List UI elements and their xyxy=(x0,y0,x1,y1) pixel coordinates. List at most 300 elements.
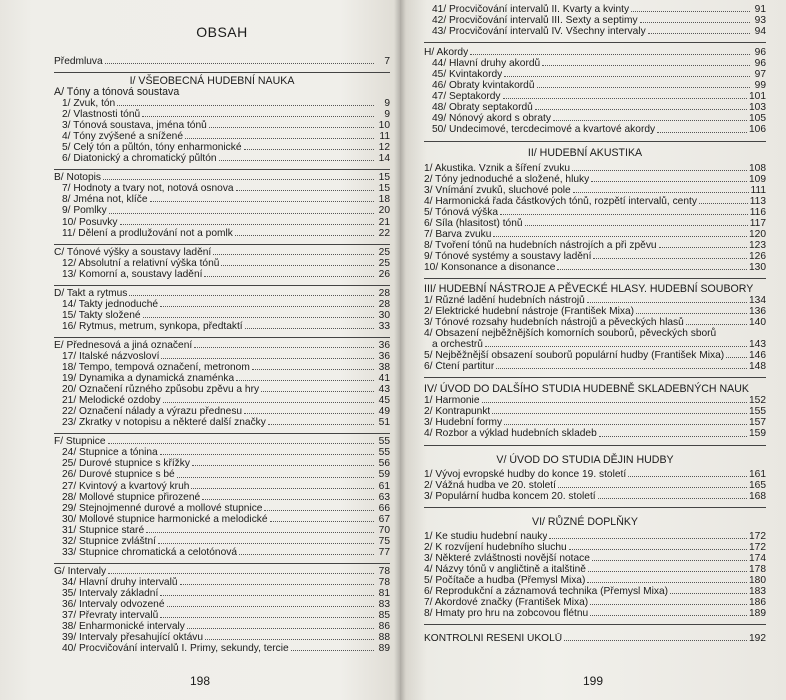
entry-title: 5/ Nejběžnější obsazení souborů populární hudby (František Mixa) xyxy=(424,350,725,362)
toc-entry xyxy=(54,395,390,406)
toc-entry xyxy=(424,262,766,273)
entry-title: 32/ Stupnice zvláštní xyxy=(62,535,157,547)
entry-page: 88 xyxy=(378,632,390,644)
toc-entry xyxy=(54,492,390,503)
left-toc xyxy=(54,56,390,654)
toc-entry xyxy=(424,207,766,218)
entry-page: 117 xyxy=(749,217,766,229)
entry-page: 36 xyxy=(378,339,390,351)
toc-entry xyxy=(54,183,390,194)
entry-title: Předmluva xyxy=(54,56,103,67)
entry-title: 2/ Kontrapunkt xyxy=(424,406,491,418)
entry-title: 34/ Hlavní druhy intervalů xyxy=(62,576,178,588)
section-rule xyxy=(424,42,766,43)
toc-entry xyxy=(54,362,390,373)
entry-title: 19/ Dynamika a dynamická znaménka xyxy=(62,373,235,385)
entry-page: 14 xyxy=(378,153,390,165)
dot-leader xyxy=(726,357,747,358)
entry-title: 1/ Harmonie xyxy=(424,395,480,407)
dot-leader xyxy=(542,65,750,66)
entry-page: 105 xyxy=(749,113,766,125)
entry-title: 39/ Intervaly přesahující oktávu xyxy=(62,632,204,644)
entry-title: B/ Notopis xyxy=(54,172,101,184)
entry-title: a orchestrů xyxy=(432,339,483,351)
toc-entry xyxy=(424,586,766,597)
toc-preface xyxy=(54,56,390,67)
entry-page: 55 xyxy=(378,447,390,459)
entry-page: 178 xyxy=(749,563,766,575)
entry-title: 6/ Reprodukční a záznamová technika (Přemysl Mixa) xyxy=(424,585,669,597)
entry-title: 5/ Tónová výška xyxy=(424,206,498,218)
entry-title: 24/ Stupnice a tónina xyxy=(62,447,158,459)
entry-page: 116 xyxy=(749,206,766,218)
dot-leader xyxy=(244,413,374,414)
entry-page: 49 xyxy=(378,406,390,418)
entry-page: 189 xyxy=(749,607,766,619)
toc-entry xyxy=(54,98,390,109)
toc-entry xyxy=(54,417,390,428)
entry-page: 165 xyxy=(749,479,766,491)
entry-page: 186 xyxy=(749,596,766,608)
toc-entry xyxy=(424,240,766,251)
entry-page: 81 xyxy=(378,587,390,599)
entry-title: 13/ Komorní a, soustavy ladění xyxy=(62,268,203,280)
dot-leader xyxy=(591,181,747,182)
entry-title: 28/ Mollové stupnice přirozené xyxy=(62,491,201,503)
toc-entry xyxy=(54,384,390,395)
entry-title: G/ Intervaly xyxy=(54,565,107,577)
entry-page: 123 xyxy=(749,239,766,251)
dot-leader xyxy=(587,302,747,303)
right-toc xyxy=(424,4,766,644)
toc-entry xyxy=(54,310,390,321)
dot-leader xyxy=(504,76,750,77)
entry-title: 1/ Ke studiu hudební nauky xyxy=(424,530,548,542)
entry-title: 31/ Stupnice staré xyxy=(62,524,145,536)
dot-leader xyxy=(599,436,747,437)
section-rule xyxy=(54,72,390,73)
entry-page: 38 xyxy=(378,362,390,374)
dot-leader xyxy=(500,214,748,215)
entry-title: 14/ Takty jednoduché xyxy=(62,298,159,310)
dot-leader xyxy=(525,225,748,226)
toc-entry xyxy=(54,153,390,164)
entry-title: 2/ Vlastnosti tónů xyxy=(62,109,141,121)
section-rule xyxy=(54,433,390,434)
entry-page: 11 xyxy=(379,131,390,143)
entry-page: 7 xyxy=(384,56,390,67)
toc-entry xyxy=(424,350,766,361)
toc-entry xyxy=(424,229,766,240)
entry-title: 7/ Barva zvuku xyxy=(424,228,492,240)
dot-leader xyxy=(291,650,374,651)
entry-title: 7/ Hodnoty a tvary not, notová osnova xyxy=(62,183,234,195)
entry-page: 180 xyxy=(749,574,766,586)
entry-title: C/ Tónové výšky a soustavy ladění xyxy=(54,246,212,258)
toc-entry xyxy=(424,491,766,502)
dot-leader xyxy=(699,203,748,204)
entry-title: 1/ Různé ladění hudebních nástrojů xyxy=(424,294,585,306)
group-head xyxy=(54,247,390,258)
entry-page: 106 xyxy=(749,124,766,136)
section-title: I/ VŠEOBECNÁ HUDEBNÍ NAUKA xyxy=(129,75,295,88)
toc-entry xyxy=(54,588,390,599)
entry-title: 2/ Vážná hudba ve 20. století xyxy=(424,479,556,491)
dot-leader xyxy=(194,347,374,348)
dot-leader xyxy=(244,149,374,150)
entry-title: 12/ Absolutní a relativní výška tónů xyxy=(62,257,220,269)
entry-title: 49/ Nónový akord s obraty xyxy=(432,113,551,125)
toc-entry xyxy=(54,536,390,547)
section-rule xyxy=(54,285,390,286)
toc-entry xyxy=(54,643,390,654)
entry-page: 120 xyxy=(749,228,766,240)
dot-leader xyxy=(482,402,748,403)
entry-title: 10/ Konsonance a disonance xyxy=(424,261,556,273)
dot-leader xyxy=(503,98,747,99)
dot-leader xyxy=(120,224,375,225)
dot-leader xyxy=(470,54,750,55)
section-title: III/ HUDEBNÍ NÁSTROJE A PĚVECKÉ HLASY. HUDEBNÍ SOUBORY xyxy=(424,282,754,295)
toc-entry xyxy=(54,632,390,643)
entry-title: 7/ Akordové značky (František Mixa) xyxy=(424,596,589,608)
dot-leader xyxy=(590,615,747,616)
entry-title: 1/ Akustika. Vznik a šíření zvuku xyxy=(424,162,571,174)
entry-page: 85 xyxy=(378,610,390,622)
entry-page: 10 xyxy=(378,120,390,132)
toc-entry xyxy=(424,15,766,26)
dot-leader xyxy=(105,63,374,64)
dot-leader xyxy=(592,560,747,561)
entry-page: 136 xyxy=(749,306,766,318)
entry-page: 51 xyxy=(378,417,390,429)
toc-entry xyxy=(54,525,390,536)
entry-page: 66 xyxy=(378,502,390,514)
entry-page: 78 xyxy=(378,565,390,577)
toc-entry xyxy=(54,406,390,417)
entry-title: 11/ Dělení a prodlužování not a pomlk xyxy=(62,227,233,239)
dot-leader xyxy=(268,424,374,425)
entry-page: 101 xyxy=(749,91,766,103)
toc-entry xyxy=(424,124,766,135)
entry-title: 3/ Některé zvláštnosti novější notace xyxy=(424,552,590,564)
toc-entry xyxy=(424,4,766,15)
entry-page: 97 xyxy=(754,69,766,81)
dot-leader xyxy=(185,138,374,139)
dot-leader xyxy=(245,328,374,329)
entry-title: 42/ Procvičování intervalů III. Sexty a septimy xyxy=(432,15,638,27)
dot-leader xyxy=(213,254,374,255)
entry-page: 93 xyxy=(754,15,766,27)
entry-page: 26 xyxy=(378,268,390,280)
entry-title: 8/ Jména not, klíče xyxy=(62,194,148,206)
dot-leader xyxy=(160,595,374,596)
dot-leader xyxy=(160,617,374,618)
dot-leader xyxy=(161,358,374,359)
entry-page: 63 xyxy=(378,491,390,503)
entry-title: 3/ Hudební formy xyxy=(424,417,503,429)
entry-title: 30/ Mollové stupnice harmonické a melodické xyxy=(62,513,268,525)
dot-leader xyxy=(598,498,747,499)
toc-entry xyxy=(424,361,766,372)
dot-leader xyxy=(177,477,374,478)
toc-entry xyxy=(424,218,766,229)
dot-leader xyxy=(160,306,374,307)
entry-page: 56 xyxy=(378,458,390,470)
entry-title: 4/ Harmonická řada částkových tónů, rozpětí intervalů, centy xyxy=(424,195,697,207)
toc-entry xyxy=(54,621,390,632)
toc-entry xyxy=(424,480,766,491)
group-head xyxy=(54,436,390,447)
section-rule xyxy=(424,624,766,625)
entry-page: 18 xyxy=(378,194,390,206)
toc-entry xyxy=(54,373,390,384)
entry-page: 94 xyxy=(754,26,766,38)
entry-page: 108 xyxy=(749,162,766,174)
entry-title: 41/ Procvičování intervalů II. Kvarty a kvinty xyxy=(432,4,630,15)
entry-title: 16/ Rytmus, metrum, synkopa, předtaktí xyxy=(62,320,243,332)
entry-page: 161 xyxy=(749,468,766,480)
entry-page: 159 xyxy=(749,428,766,440)
entry-title: 9/ Tónové systémy a soustavy ladění xyxy=(424,250,592,262)
dot-leader xyxy=(537,87,751,88)
toc-entry xyxy=(54,109,390,120)
entry-title: 27/ Kvintový a kvartový kruh xyxy=(62,480,190,492)
entry-title: 8/ Hmaty pro hru na zobcovou flétnu xyxy=(424,607,589,619)
entry-title: 4/ Rozbor a výklad hudebních skladeb xyxy=(424,428,597,440)
toc-entry xyxy=(424,185,766,196)
dot-leader xyxy=(219,160,374,161)
entry-title: 8/ Tvoření tónů na hudebních nástrojích a při zpěvu xyxy=(424,239,657,251)
entry-page: 28 xyxy=(378,287,390,299)
entry-title: 37/ Převraty intervalů xyxy=(62,610,159,622)
dot-leader xyxy=(261,391,374,392)
toc-entry xyxy=(424,542,766,553)
book-gutter xyxy=(394,0,406,700)
entry-title: 46/ Obraty kvintakordů xyxy=(432,80,535,92)
toc-entry xyxy=(54,269,390,280)
toc-entry xyxy=(424,113,766,124)
entry-page: 155 xyxy=(749,406,766,418)
dot-leader xyxy=(109,213,374,214)
dot-leader xyxy=(549,538,747,539)
dot-leader xyxy=(270,521,374,522)
entry-title: 35/ Intervaly základní xyxy=(62,587,159,599)
toc-entry xyxy=(424,69,766,80)
toc-entry xyxy=(54,258,390,269)
entry-title: 33/ Stupnice chromatická a celotónová xyxy=(62,546,237,558)
entry-page: 99 xyxy=(754,80,766,92)
entry-page: 113 xyxy=(749,195,766,207)
toc-entry xyxy=(54,458,390,469)
entry-title: 3/ Vnímání zvuků, sluchové pole xyxy=(424,184,571,196)
dot-leader xyxy=(493,236,747,237)
entry-page: 77 xyxy=(378,546,390,558)
entry-title: 2/ K rozvíjení hudebního sluchu xyxy=(424,541,567,553)
section-rule xyxy=(424,141,766,142)
section-rule xyxy=(424,278,766,279)
section-rule xyxy=(54,563,390,564)
entry-title: 44/ Hlavní druhy akordů xyxy=(432,58,541,70)
toc-entry xyxy=(424,306,766,317)
dot-leader xyxy=(558,487,747,488)
entry-page: 75 xyxy=(378,535,390,547)
entry-page: 86 xyxy=(378,621,390,633)
entry-page: 83 xyxy=(378,598,390,610)
toc-entry xyxy=(424,428,766,439)
entry-title: 6/ Čtení partitur xyxy=(424,361,495,373)
toc-entry xyxy=(54,503,390,514)
entry-title: E/ Přednesová a jiná označení xyxy=(54,339,193,351)
entry-page: 103 xyxy=(749,102,766,114)
dot-leader xyxy=(593,258,747,259)
toc-entry xyxy=(54,481,390,492)
dot-leader xyxy=(236,190,374,191)
entry-title: 47/ Septakordy xyxy=(432,91,501,103)
dot-leader xyxy=(150,201,374,202)
entry-title: 48/ Obraty septakordů xyxy=(432,102,533,114)
group-head xyxy=(424,47,766,58)
entry-page: 22 xyxy=(378,227,390,239)
toc-entry xyxy=(54,514,390,525)
toc-entry xyxy=(424,80,766,91)
dot-leader xyxy=(209,127,374,128)
entry-page: 140 xyxy=(749,317,766,329)
toc-final xyxy=(424,633,766,644)
entry-title: 20/ Označení různého způsobu zpěvu a hry xyxy=(62,384,260,396)
toc-entry xyxy=(424,469,766,480)
entry-title: D/ Takt a rytmus xyxy=(54,287,128,299)
dot-leader xyxy=(202,499,374,500)
entry-title: 3/ Tónová soustava, jména tónů xyxy=(62,120,207,132)
dot-leader xyxy=(628,476,747,477)
entry-title: 6/ Síla (hlasitost) tónů xyxy=(424,217,523,229)
right-page xyxy=(400,0,786,700)
entry-title: 4/ Názvy tónů v angličtině a italštině xyxy=(424,563,586,575)
toc-entry xyxy=(424,174,766,185)
dot-leader xyxy=(129,295,374,296)
toc-entry xyxy=(54,205,390,216)
entry-page: 143 xyxy=(749,339,766,351)
dot-leader xyxy=(504,424,747,425)
section-rule xyxy=(54,337,390,338)
dot-leader xyxy=(569,549,747,550)
entry-page: 21 xyxy=(378,216,390,228)
entry-page: 67 xyxy=(378,513,390,525)
toc-entry xyxy=(54,142,390,153)
dot-leader xyxy=(180,584,374,585)
entry-page: 43 xyxy=(378,384,390,396)
entry-page: 109 xyxy=(749,173,766,185)
toc-entry xyxy=(424,597,766,608)
toc-entry xyxy=(54,321,390,332)
dot-leader xyxy=(492,413,747,414)
entry-page: 9 xyxy=(384,98,390,110)
entry-page: 168 xyxy=(749,490,766,502)
dot-leader xyxy=(204,276,374,277)
entry-title: 3/ Populární hudba koncem 20. století xyxy=(424,490,596,502)
dot-leader xyxy=(588,571,747,572)
dot-leader xyxy=(636,313,747,314)
entry-page: 36 xyxy=(378,350,390,362)
entry-title: 15/ Takty složené xyxy=(62,309,141,321)
section-rule xyxy=(54,169,390,170)
entry-title: F/ Stupnice xyxy=(54,436,106,448)
entry-title: KONTROLNÍ ŘEŠENÍ ÚKOLŮ xyxy=(424,633,563,645)
entry-page: 96 xyxy=(754,47,766,59)
dot-leader xyxy=(117,105,374,106)
dot-leader xyxy=(103,179,374,180)
toc-entry xyxy=(424,317,766,328)
dot-leader xyxy=(158,543,374,544)
toc-entry xyxy=(424,91,766,102)
toc-entry xyxy=(54,228,390,239)
dot-leader xyxy=(146,532,374,533)
dot-leader xyxy=(143,317,374,318)
entry-page: 134 xyxy=(749,294,766,306)
section-title: VI/ RŮZNÉ DOPLŇKY xyxy=(532,515,638,528)
dot-leader xyxy=(235,235,374,236)
toc-entry xyxy=(424,251,766,262)
group-head xyxy=(54,566,390,577)
dot-leader xyxy=(572,170,747,171)
entry-page: 33 xyxy=(378,320,390,332)
section-rule xyxy=(424,445,766,446)
section-rule xyxy=(54,244,390,245)
entry-page: 25 xyxy=(378,246,390,258)
group-head: A/ Tóny a tónová soustava xyxy=(54,86,180,99)
toc-entry xyxy=(424,553,766,564)
entry-page: 148 xyxy=(749,361,766,373)
entry-page: 15 xyxy=(378,183,390,195)
toc-entry-wrapped-line: 4/ Obsazení nejběžnějších komorních souborů, pěveckých sborů xyxy=(424,328,717,340)
entry-page: 70 xyxy=(378,524,390,536)
dot-leader xyxy=(264,510,374,511)
entry-title: 25/ Durové stupnice s křížky xyxy=(62,458,190,470)
entry-page: 25 xyxy=(378,257,390,269)
entry-page: 61 xyxy=(378,480,390,492)
dot-leader xyxy=(535,109,747,110)
entry-title: 5/ Počítače a hudba (Přemysl Mixa) xyxy=(424,574,586,586)
entry-title: 18/ Tempo, tempová označení, metronom xyxy=(62,362,250,374)
entry-page: 30 xyxy=(378,309,390,321)
dot-leader xyxy=(553,120,747,121)
entry-page: 41 xyxy=(378,373,390,385)
toc-entry xyxy=(54,447,390,458)
dot-leader xyxy=(252,369,374,370)
dot-leader xyxy=(659,247,747,248)
toc-entry-wrapped xyxy=(424,339,766,350)
entry-title: 10/ Posuvky xyxy=(62,216,118,228)
page-number-right: 199 xyxy=(582,674,604,688)
toc-entry xyxy=(54,217,390,228)
entry-title: 1/ Zvuk, tón xyxy=(62,98,116,110)
entry-title: 23/ Zkratky v notopisu a některé další značky xyxy=(62,417,266,429)
dot-leader xyxy=(587,582,747,583)
toc-entry xyxy=(424,58,766,69)
toc-entry xyxy=(54,577,390,588)
toc-entry xyxy=(54,469,390,480)
toc-entry xyxy=(424,196,766,207)
entry-title: 50/ Undecimové, tercdecimové a kvartové akordy xyxy=(432,124,656,136)
entry-page: 157 xyxy=(749,417,766,429)
dot-leader xyxy=(573,192,749,193)
toc-entry xyxy=(424,102,766,113)
entry-page: 45 xyxy=(378,395,390,407)
entry-title: 9/ Pomlky xyxy=(62,205,107,217)
dot-leader xyxy=(557,269,747,270)
toc-entry xyxy=(424,163,766,174)
